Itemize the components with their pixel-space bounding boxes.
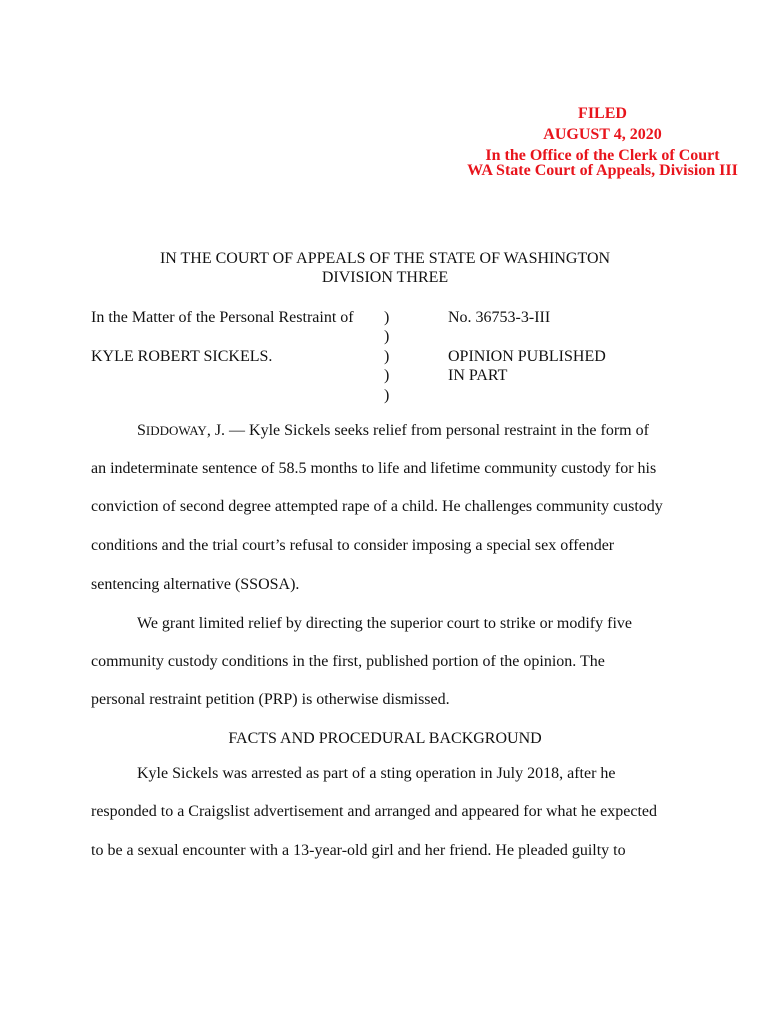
author-name: IDDOWAY (145, 423, 207, 438)
paragraph-line: responded to a Craigslist advertisement and arranged and appeared for what he expected (91, 803, 657, 820)
caption-matter: In the Matter of the Personal Restraint of (91, 309, 354, 326)
author-initial: S (137, 422, 146, 439)
paragraph-line-text: , J. — Kyle Sickels seeks relief from personal restraint in the form of (206, 422, 649, 439)
caption-paren: ) (384, 367, 390, 384)
court-division: DIVISION THREE (321, 269, 449, 286)
section-heading: FACTS AND PROCEDURAL BACKGROUND (228, 730, 542, 747)
opinion-status-line2: IN PART (448, 367, 508, 384)
paragraph-line: an indeterminate sentence of 58.5 months to life and lifetime community custody for his (91, 460, 657, 477)
paragraph-line (137, 421, 649, 440)
paragraph-line: community custody conditions in the first, published portion of the opinion. The (91, 653, 605, 670)
filed-stamp-date: AUGUST 4, 2020 (543, 126, 662, 143)
paragraph-line: Kyle Sickels was arrested as part of a sting operation in July 2018, after he (137, 765, 616, 782)
filed-stamp-court: WA State Court of Appeals, Division III (467, 162, 738, 179)
paragraph-line: conviction of second degree attempted rape of a child. He challenges community custody (91, 498, 663, 515)
caption-petitioner: KYLE ROBERT SICKELS. (91, 348, 273, 365)
court-title: IN THE COURT OF APPEALS OF THE STATE OF WASHINGTON (159, 250, 611, 267)
paragraph-line: to be a sexual encounter with a 13-year-old girl and her friend. He pleaded guilty to (91, 842, 626, 859)
caption-paren: ) (384, 328, 390, 345)
caption-paren: ) (384, 309, 390, 326)
filed-stamp-office: In the Office of the Clerk of Court (485, 147, 720, 164)
filed-stamp-label: FILED (578, 105, 627, 122)
paragraph-line: conditions and the trial court’s refusal to consider imposing a special sex offender (91, 537, 615, 554)
paragraph-line: sentencing alternative (SSOSA). (91, 576, 300, 593)
case-number: No. 36753-3-III (448, 309, 551, 326)
caption-paren: ) (384, 348, 390, 365)
paragraph-line: personal restraint petition (PRP) is otherwise dismissed. (91, 691, 450, 708)
opinion-status-line1: OPINION PUBLISHED (448, 348, 606, 365)
paragraph-line: We grant limited relief by directing the superior court to strike or modify five (137, 615, 633, 632)
caption-paren: ) (384, 387, 390, 404)
